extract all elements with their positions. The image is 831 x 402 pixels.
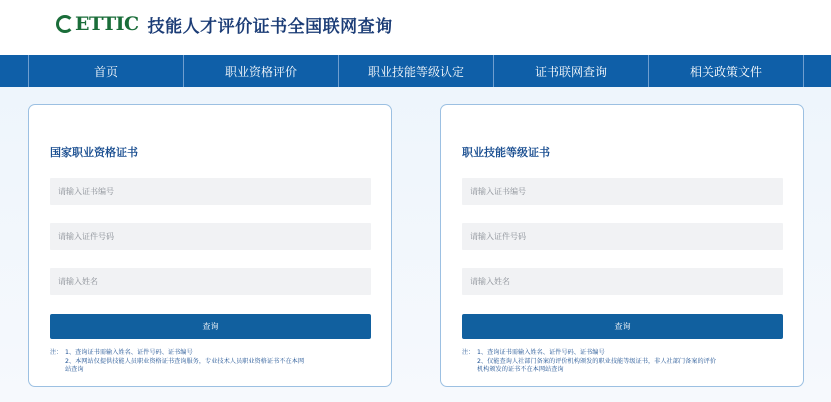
site-title: 技能人才评价证书全国联网查询 (147, 16, 393, 37)
card-title: 职业技能等级证书 (462, 146, 550, 159)
qualification-certificate-card (28, 104, 392, 387)
nav-item-certificate-query[interactable]: 证书联网查询 (494, 55, 649, 87)
name-input[interactable] (50, 268, 371, 295)
note-line-3: 机构颁发的证书不在本网站查询 (477, 366, 564, 373)
id-number-input[interactable] (462, 223, 783, 250)
ettic-logo-icon (56, 13, 139, 35)
query-notes (462, 349, 792, 375)
note-line-2: 2、仅能查询人社部门备案的评价机构颁发的职业技能等级证书，非人社部门备案的评价 (477, 357, 717, 365)
note-line-1: 1、查询证书需输入姓名、证件号码、证书编号 (477, 349, 605, 356)
certificate-number-input[interactable] (462, 178, 783, 205)
logo-text: ETTIC (75, 13, 139, 35)
query-button[interactable]: 查询 (50, 314, 371, 339)
name-input[interactable] (462, 268, 783, 295)
main-nav (0, 55, 831, 87)
id-number-input[interactable] (50, 223, 371, 250)
note-line-2: 2、本网站仅提供技能人员职业资格证书查询服务，专业技术人员职业资格证书不在本网 (65, 357, 305, 365)
query-button[interactable]: 查询 (462, 314, 783, 339)
logo-swoosh-icon (56, 15, 74, 33)
note-line-1: 1、查询证书需输入姓名、证件号码、证书编号 (65, 349, 193, 356)
nav-item-qualification-evaluation[interactable]: 职业资格评价 (184, 55, 339, 87)
site-header (0, 0, 831, 55)
notes-prefix: 注： (50, 349, 63, 356)
main-content (0, 87, 831, 402)
certificate-number-input[interactable] (50, 178, 371, 205)
skill-level-certificate-card (440, 104, 804, 387)
nav-item-home[interactable]: 首页 (29, 55, 184, 87)
nav-item-policy-documents[interactable]: 相关政策文件 (649, 55, 804, 87)
notes-prefix: 注： (462, 349, 475, 356)
site-logo[interactable] (56, 11, 393, 37)
card-title: 国家职业资格证书 (50, 146, 138, 159)
query-notes (50, 349, 380, 375)
note-line-3: 站查询 (65, 366, 84, 373)
nav-item-skill-level-certification[interactable]: 职业技能等级认定 (339, 55, 494, 87)
